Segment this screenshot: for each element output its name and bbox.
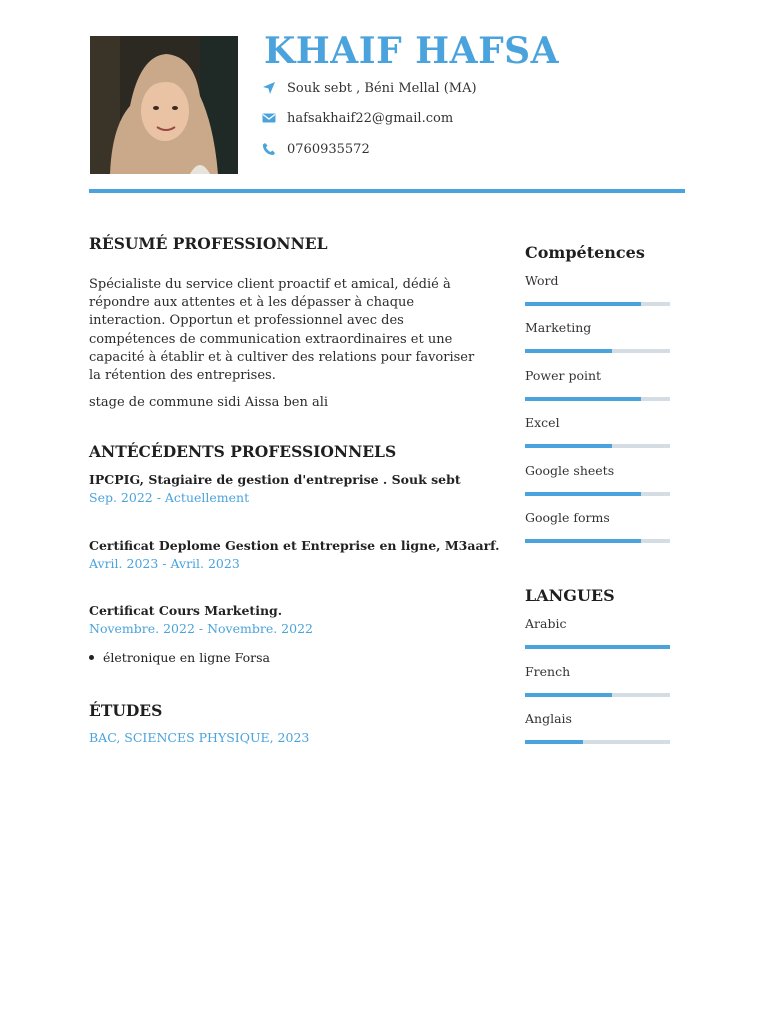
- header-divider: [89, 189, 685, 193]
- contact-address-text: Souk sebt , Béni Mellal (MA): [287, 80, 477, 96]
- skill-label: Word: [525, 273, 559, 288]
- skill-level-fill: [525, 444, 612, 448]
- profile-photo: [90, 36, 238, 174]
- skill-level-fill: [525, 302, 641, 306]
- summary-paragraph: Spécialiste du service client proactif et amical, dédié à répondre aux attentes et à les dépasser à chaque interaction. Opportun et professionnel avec des compétences de communication extraordinaires et une capacité à établir et à cultiver des relations pour favoriser la rétention des entreprises.: [89, 277, 475, 384]
- contact-phone: [262, 139, 370, 159]
- skill-label: Google sheets: [525, 462, 615, 478]
- language-label: French: [525, 663, 571, 679]
- contact-phone-text[interactable]: 0760935572: [287, 141, 370, 157]
- job-bullet-text: életronique en ligne Forsa: [103, 650, 270, 665]
- skill-level-fill: [525, 397, 641, 401]
- contact-email-text[interactable]: hafsakhaif22@gmail.com: [287, 110, 454, 126]
- summary-text: [89, 276, 479, 385]
- skill-level-fill: [525, 349, 612, 353]
- summary-extra: stage de commune sidi Aissa ben ali: [89, 395, 329, 410]
- candidate-name: KHAIF HAFSA: [264, 30, 560, 72]
- phone-icon: [262, 142, 276, 156]
- education-entry: BAC, SCIENCES PHYSIQUE, 2023: [89, 730, 310, 745]
- location-arrow-icon: [262, 81, 276, 95]
- language-label: Arabic: [525, 616, 567, 631]
- skill-label: Power point: [525, 367, 602, 383]
- language-level-fill: [525, 645, 670, 649]
- skill-label: Excel: [525, 415, 560, 431]
- language-level-bar: [525, 645, 670, 649]
- job-date: Avril. 2023 - Avril. 2023: [89, 556, 240, 571]
- languages-heading: LANGUES: [525, 586, 615, 605]
- envelope-icon: [262, 111, 276, 125]
- contact-address: [262, 78, 477, 98]
- experience-heading: ANTÉCÉDENTS PROFESSIONNELS: [89, 442, 397, 461]
- language-label: Anglais: [525, 711, 572, 726]
- skill-level-bar: [525, 397, 670, 401]
- language-level-fill: [525, 740, 583, 744]
- job-title: IPCPIG, Stagiaire de gestion d'entreprise . Souk sebt: [89, 472, 461, 487]
- skill-level-bar: [525, 539, 670, 543]
- education-heading: ÉTUDES: [89, 701, 163, 720]
- skill-level-bar: [525, 349, 670, 353]
- skill-level-fill: [525, 492, 641, 496]
- profile-photo-illustration: [90, 36, 238, 174]
- job-title: Certificat Deplome Gestion et Entreprise en ligne, M3aarf.: [89, 538, 500, 553]
- skill-label: Marketing: [525, 320, 592, 336]
- skill-level-fill: [525, 539, 641, 543]
- skills-heading: Compétences: [525, 243, 645, 262]
- job-date: Novembre. 2022 - Novembre. 2022: [89, 621, 313, 636]
- job-bullet: [89, 650, 270, 665]
- summary-heading: RÉSUMÉ PROFESSIONNEL: [89, 234, 328, 253]
- contact-email: [262, 108, 453, 128]
- skill-label: Google forms: [525, 510, 610, 525]
- job-title: Certificat Cours Marketing.: [89, 603, 283, 618]
- job-date: Sep. 2022 - Actuellement: [89, 490, 250, 505]
- bullet-dot-icon: [89, 655, 94, 660]
- language-level-bar: [525, 740, 670, 744]
- skill-level-bar: [525, 492, 670, 496]
- language-level-bar: [525, 693, 670, 697]
- skill-level-bar: [525, 302, 670, 306]
- language-level-fill: [525, 693, 612, 697]
- skill-level-bar: [525, 444, 670, 448]
